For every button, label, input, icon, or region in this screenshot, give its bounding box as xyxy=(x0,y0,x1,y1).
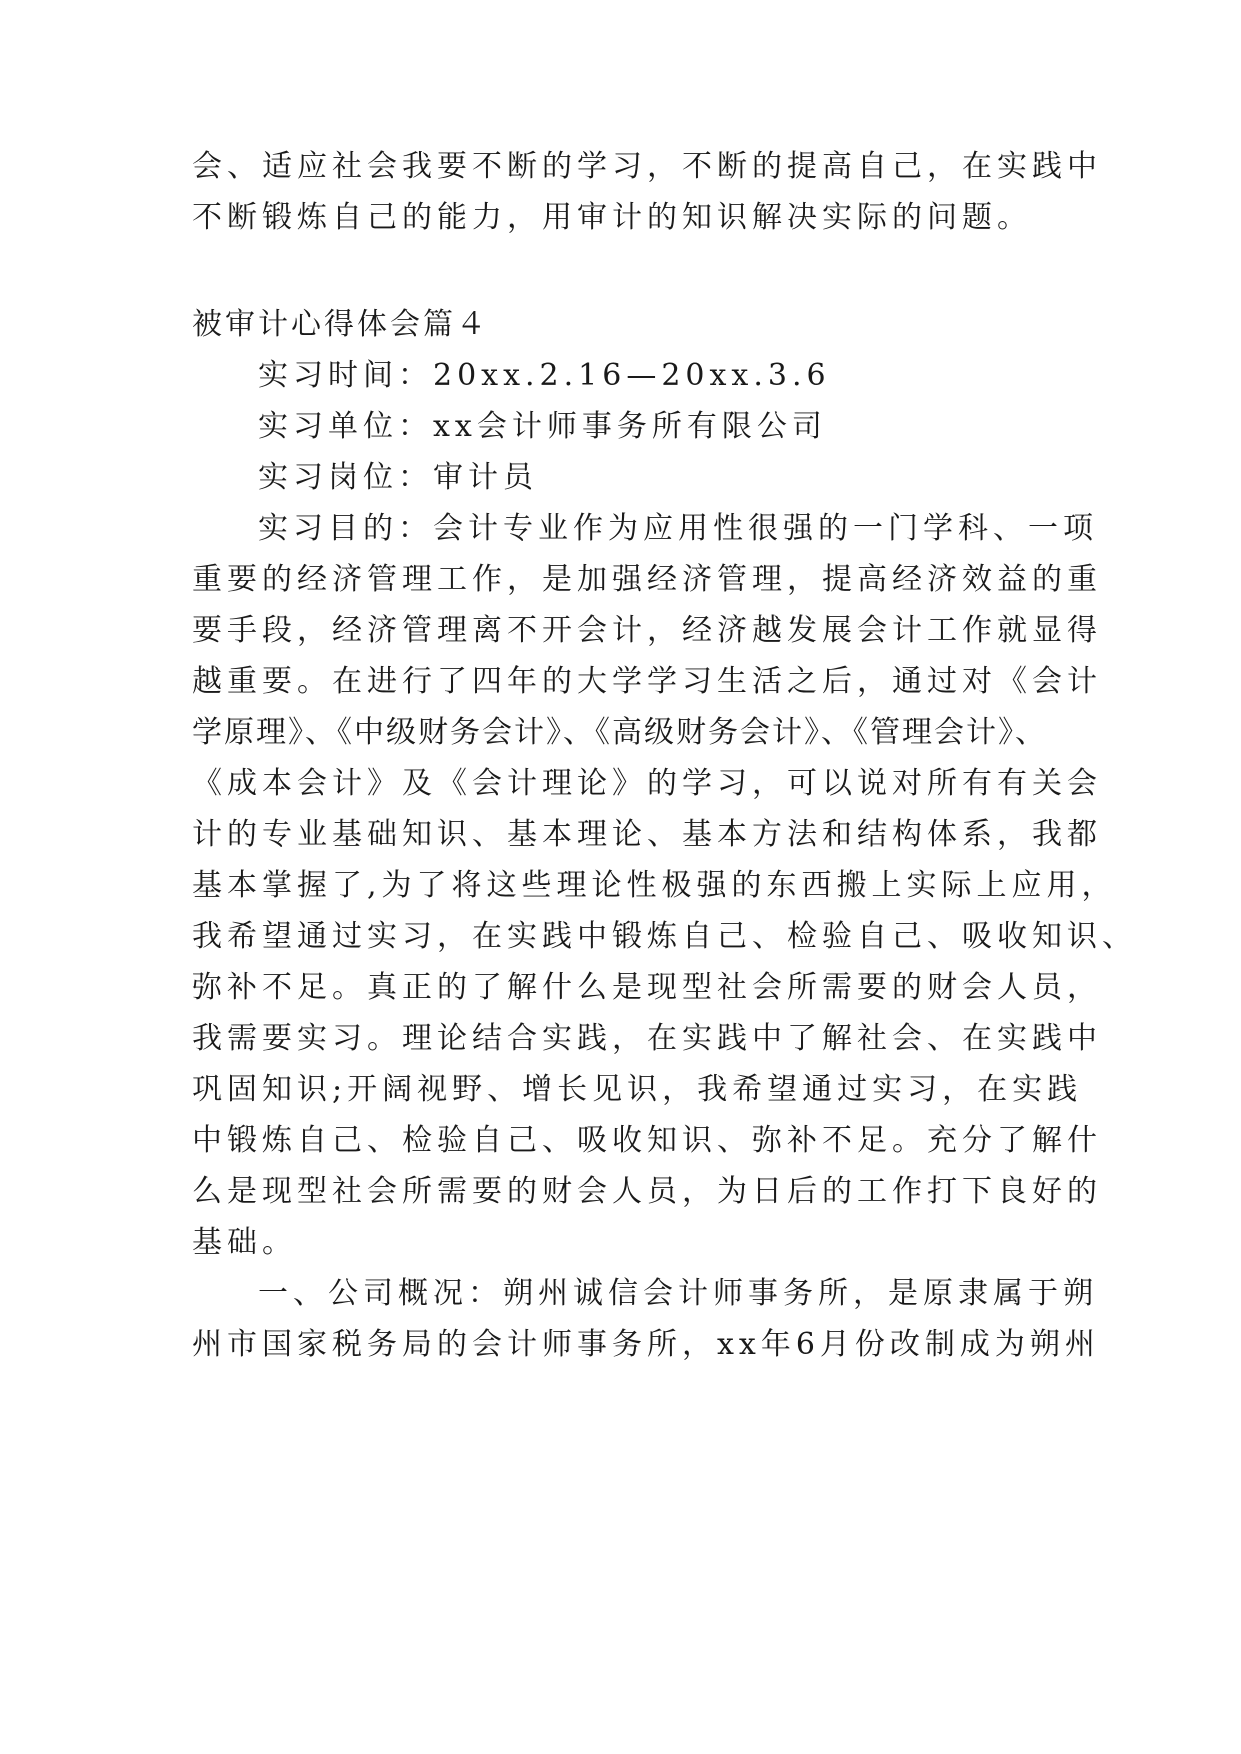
info-post: 实习岗位：审计员 xyxy=(258,460,538,495)
purpose-line-3: 要手段，经济管理离不开会计，经济越发展会计工作就显得 xyxy=(192,613,1102,648)
purpose-line-6: 《成本会计》及《会计理论》的学习，可以说对所有有关会 xyxy=(192,766,1102,801)
purpose-line-9: 我希望通过实习，在实践中锻炼自己、检验自己、吸收知识、 xyxy=(192,919,1137,954)
intro-line-2: 不断锻炼自己的能力，用审计的知识解决实际的问题。 xyxy=(192,200,1032,235)
info-time: 实习时间：20xx.2.16—20xx.3.6 xyxy=(258,358,831,393)
purpose-line-2: 重要的经济管理工作，是加强经济管理，提高经济效益的重 xyxy=(192,562,1102,597)
purpose-line-5: 学原理》、《中级财务会计》、《高级财务会计》、《管理会计》、 xyxy=(192,715,1047,750)
purpose-line-10: 弥补不足。真正的了解什么是现型社会所需要的财会人员， xyxy=(192,970,1102,1005)
purpose-line-15: 基础。 xyxy=(192,1225,297,1260)
purpose-line-13: 中锻炼自己、检验自己、吸收知识、弥补不足。充分了解什 xyxy=(192,1123,1102,1158)
purpose-line-8: 基本掌握了,为了将这些理论性极强的东西搬上实际上应用， xyxy=(192,868,1117,903)
company-line-2: 州市国家税务局的会计师事务所，xx年6月份改制成为朔州 xyxy=(192,1327,1100,1362)
intro-line-1: 会、适应社会我要不断的学习，不断的提高自己，在实践中 xyxy=(192,149,1102,184)
company-line-1: 一、公司概况：朔州诚信会计师事务所，是原隶属于朔 xyxy=(258,1276,1098,1311)
purpose-line-12: 巩固知识;开阔视野、增长见识，我希望通过实习，在实践 xyxy=(192,1072,1083,1107)
purpose-line-14: 么是现型社会所需要的财会人员，为日后的工作打下良好的 xyxy=(192,1174,1102,1209)
info-unit: 实习单位：xx会计师事务所有限公司 xyxy=(258,409,827,444)
purpose-line-1: 实习目的：会计专业作为应用性很强的一门学科、一项 xyxy=(258,511,1098,546)
purpose-line-7: 计的专业基础知识、基本理论、基本方法和结构体系，我都 xyxy=(192,817,1102,852)
purpose-line-4: 越重要。在进行了四年的大学学习生活之后，通过对《会计 xyxy=(192,664,1102,699)
purpose-line-11: 我需要实习。理论结合实践，在实践中了解社会、在实践中 xyxy=(192,1021,1102,1056)
section-title: 被审计心得体会篇４ xyxy=(192,307,489,342)
